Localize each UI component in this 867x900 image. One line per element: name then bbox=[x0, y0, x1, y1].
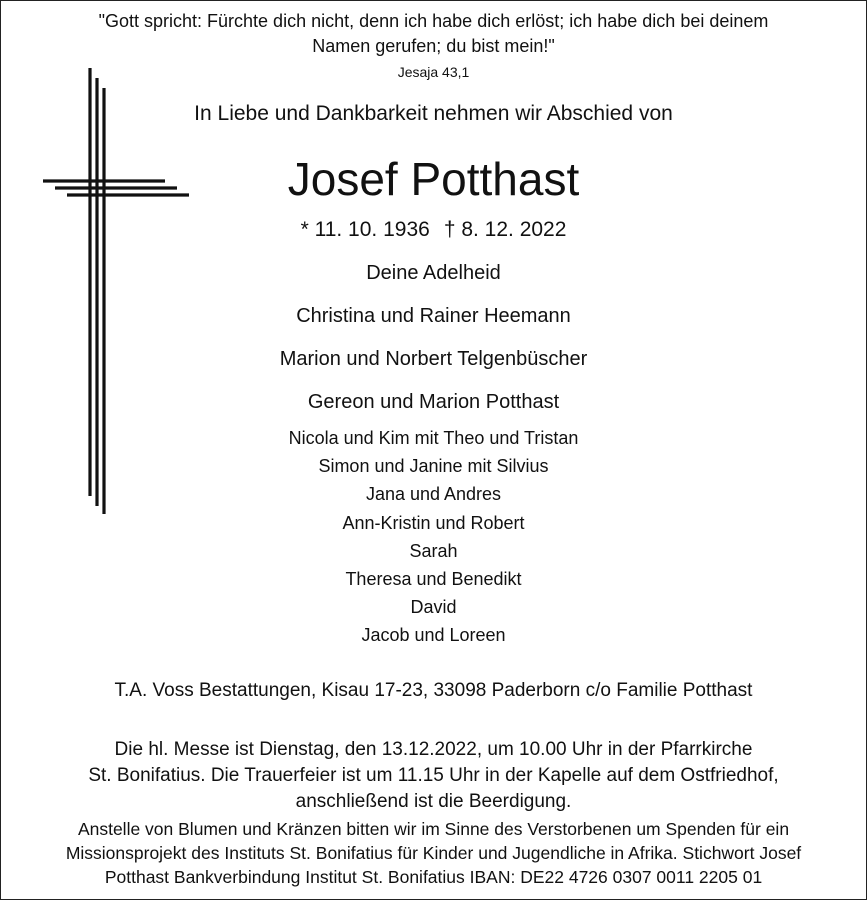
grandchild-entry: Jacob und Loreen bbox=[361, 625, 506, 646]
family-member: Deine Adelheid bbox=[366, 262, 501, 284]
contact-address: T.A. Voss Bestattungen, Kisau 17-23, 33098 Paderborn c/o Familie Potthast bbox=[114, 680, 753, 701]
birth-date: * 11. 10. 1936 bbox=[300, 218, 430, 241]
service-info bbox=[0, 737, 867, 815]
grandchild-entry: Ann-Kristin und Robert bbox=[342, 512, 525, 533]
life-dates bbox=[0, 216, 867, 244]
service-line: St. Bonifatius. Die Trauerfeier ist um 11.15 Uhr in der Kapelle auf dem Ostfriedhof, bbox=[88, 765, 779, 786]
family-member: Marion und Norbert Telgenbüscher bbox=[279, 348, 588, 370]
donation-line: Missionsprojekt des Instituts St. Bonifatius für Kinder und Jugendliche in Afrika. Stichwort Josef bbox=[65, 843, 802, 863]
intro-text: In Liebe und Dankbarkeit nehmen wir Abschied von bbox=[194, 102, 673, 125]
grandchild-entry: Simon und Janine mit Silvius bbox=[318, 456, 549, 477]
deceased-name: Josef Potthast bbox=[287, 153, 580, 205]
grandchildren-list bbox=[0, 424, 867, 650]
family-member: Gereon und Marion Potthast bbox=[307, 391, 560, 413]
service-line: anschließend ist die Beerdigung. bbox=[295, 791, 572, 812]
donation-info bbox=[0, 817, 867, 889]
grandchild-entry: Theresa und Benedikt bbox=[345, 568, 522, 589]
grandchild-entry: Sarah bbox=[409, 540, 458, 561]
grandchild-entry: Nicola und Kim mit Theo und Tristan bbox=[288, 428, 579, 448]
donation-line: Potthast Bankverbindung Institut St. Bonifatius IBAN: DE22 4726 0307 0011 2205 01 bbox=[104, 867, 763, 887]
grandchild-entry: Jana und Andres bbox=[365, 484, 502, 505]
grandchild-entry: David bbox=[410, 597, 457, 618]
family-list bbox=[0, 252, 867, 424]
family-member: Christina und Rainer Heemann bbox=[296, 305, 571, 327]
bible-quote-reference: Jesaja 43,1 bbox=[397, 64, 470, 80]
bible-quote bbox=[0, 9, 867, 59]
donation-line: Anstelle von Blumen und Kränzen bitten wir im Sinne des Verstorbenen um Spenden für ein bbox=[77, 819, 790, 839]
service-line: Die hl. Messe ist Dienstag, den 13.12.2022, um 10.00 Uhr in der Pfarrkirche bbox=[114, 739, 753, 760]
bible-quote-line-2: Namen gerufen; du bist mein!" bbox=[312, 36, 555, 56]
bible-quote-line-1: "Gott spricht: Fürchte dich nicht, denn ich habe dich erlöst; ich habe dich bei deinem bbox=[98, 11, 769, 31]
death-date: † 8. 12. 2022 bbox=[443, 218, 567, 241]
